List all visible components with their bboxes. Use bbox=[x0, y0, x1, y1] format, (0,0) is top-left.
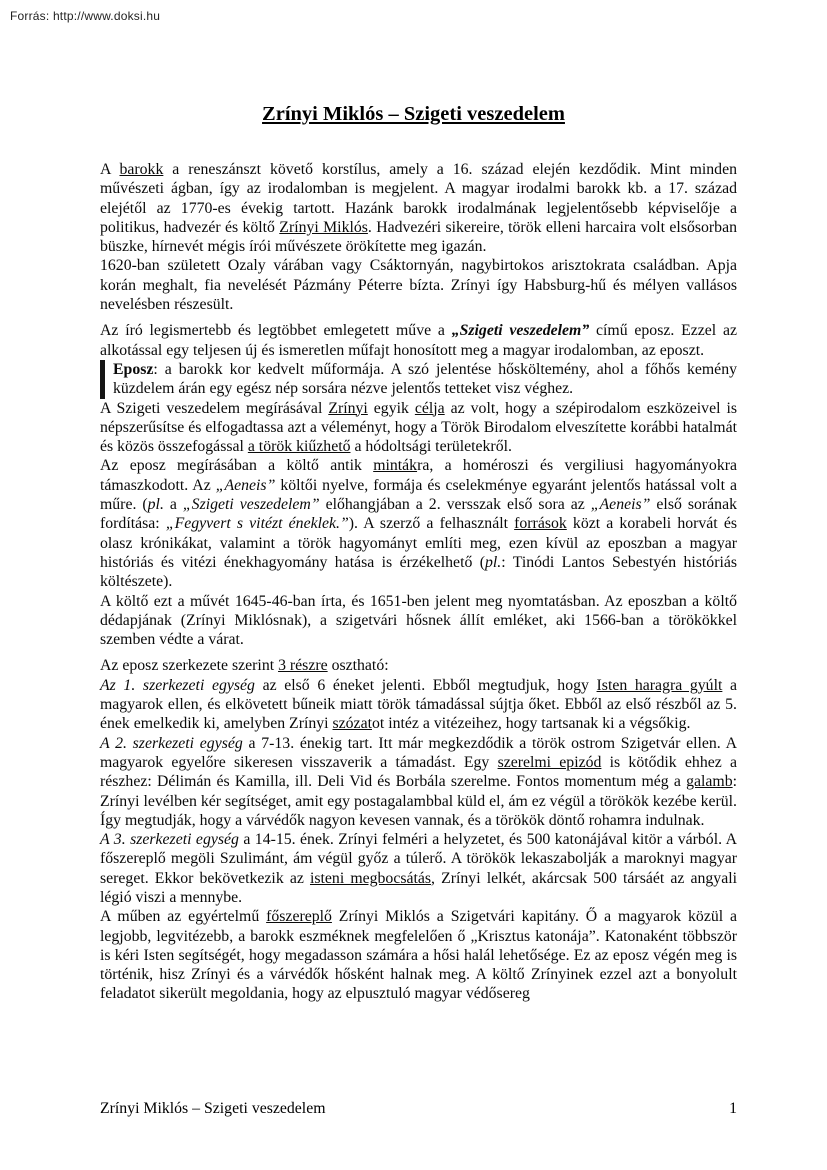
text-run: : Zrínyi levélben kér segítséget, amit egy postagalambbal küld el, ám ez végül a törökök kezébe kerül. Így megtudják, hogy a várvédők nagyon kevesen vannak, és a törökök döntő rohamra indulnak. bbox=[100, 773, 737, 829]
paragraph-mu-bemutatas bbox=[100, 321, 737, 360]
page-title: Zrínyi Miklós – Szigeti veszedelem bbox=[262, 103, 565, 125]
text-run: előhangjában a 2. versszak első sora az bbox=[319, 496, 591, 514]
text-run: egyik bbox=[367, 399, 415, 417]
text-run: Az író legismertebb és legtöbbet emlegetett műve a bbox=[100, 322, 452, 340]
text-run: . Hadvezéri sikereire, török elleni harcaira volt elsősorban büszke, hírnevét mégis írói művészete örökítette meg igazán. bbox=[100, 218, 737, 256]
text-run: a bbox=[163, 496, 183, 514]
text-run: pl. bbox=[147, 496, 164, 514]
paragraph-cel bbox=[100, 399, 737, 457]
text-run: isteni megbocsátás bbox=[309, 869, 432, 887]
text-run: , Zrínyi lelkét, akárcsak 500 társáét az angyali légió viszi a mennybe. bbox=[100, 869, 737, 906]
paragraph-barokk-intro bbox=[100, 160, 737, 256]
text-run: a reneszánszt követő korstílus, amely a 16. század elején kezdődik. Mint minden művészeti ágban, így az irodalomban is megjelent. A magyar irodalmi barokk kb. a 17. század elejétől az 1770-es évekig tartott. Hazánk barokk irodalmának legjelentősebb képviselője a politikus, hadvezér és költő bbox=[100, 161, 737, 236]
text-run: a 14-15. ének. Zrínyi felméri a helyzetet, és 500 katonájával kitör a várból. A főszereplő megöli Szulimánt, ám végül győz a túlerő. A törökök lekaszabolják a maroknyi magyar sereget. Ekkor bekövetkezik az bbox=[100, 831, 738, 887]
text-run: közt a korabeli horvát és olasz krónikákat, valamint a török hagyományt említi meg, ezen kívül az eposzban a magyar históriás és vitézi énekhagyomány hatása is érzékelhető ( bbox=[100, 515, 738, 571]
text-run: Zrínyi bbox=[328, 399, 368, 417]
text-run: első sorának fordítása: bbox=[100, 496, 737, 533]
text-run: A műben az egyértelmű bbox=[100, 908, 267, 926]
text-run: célja bbox=[414, 399, 445, 417]
text-run: A Szigeti veszedelem megírásával bbox=[100, 399, 329, 417]
text-run: A bbox=[100, 161, 120, 178]
text-run: „Szigeti veszedelem” bbox=[451, 322, 590, 340]
document-body bbox=[100, 160, 737, 1004]
text-run: minták bbox=[373, 457, 418, 475]
text-run: az volt, hogy a szépirodalom eszközeivel is népszerűsítse és elfogadtassa azt a véleményt, hogy a Török Birodalom elveszítette korábbi hatalmát és közös összefogással bbox=[100, 399, 737, 456]
text-run: A 2. szerkezeti egység bbox=[100, 734, 243, 752]
text-run: Az 1. szerkezeti egység bbox=[100, 676, 255, 694]
text-run: a magyarok ellen, és elkövetett bűneik miatt török támadással sújtja őket. Ebből az első részből az 5. ének emelkedik ki, amelyben Zrínyi bbox=[100, 676, 738, 733]
text-run: főszereplő bbox=[266, 908, 332, 926]
text-run: : a barokk kor kedvelt műformája. A szó jelentése hősköltemény, ahol a főhős kemény küzdelem árán egy egész nép sorsára nézve jelentős tetteket visz véghez. bbox=[113, 360, 737, 398]
text-run: Az eposz megírásában a költő antik bbox=[100, 457, 374, 475]
paragraph-keletkezes bbox=[100, 592, 737, 650]
paragraph-eletrajz bbox=[100, 256, 737, 314]
paragraph-mintak-forrasok bbox=[100, 456, 737, 591]
text-run: szerelmi epizód bbox=[497, 753, 602, 771]
text-run: „Fegyvert s vitézt éneklek.” bbox=[165, 515, 349, 533]
text-run: Az eposz szerkezete szerint bbox=[100, 657, 279, 675]
text-run: Isten haragra gyúlt bbox=[596, 676, 723, 694]
text-run: : Tinódi Lantos Sebestyén históriás költészete). bbox=[100, 553, 738, 591]
footer bbox=[100, 1100, 737, 1118]
text-run: az első 6 éneket jelenti. Ebből megtudjuk, hogy bbox=[254, 676, 597, 694]
text-run: „Szigeti veszedelem” bbox=[182, 496, 320, 514]
paragraph-eposz-definicio bbox=[100, 360, 737, 399]
footer-title: Zrínyi Miklós – Szigeti veszedelem bbox=[100, 1100, 326, 1117]
text-run: Zrínyi Miklós a Szigetvári kapitány. Ő a magyarok közül a legjobb, legvitézebb, a barokk eszméknek megfelelően ő „Krisztus katonája”. Katonaként többször is kéri Isten segítségét, hogy megadasson számára a hősi halál lehetősége. Ez az eposz végén meg is történik, hisz Zrínyi és a várvédők hősként halnak meg. A költő Zrínyinek ezzel azt a bonyolult feladatot sikerült megoldania, hogy az elpusztuló magyar védősereg bbox=[100, 908, 738, 1003]
text-run: „Aeneis” bbox=[590, 496, 651, 514]
paragraph-foszereplo bbox=[100, 907, 737, 1003]
text-run: „Aeneis” bbox=[215, 476, 276, 494]
text-run: 1620-ban született Ozaly várában vagy Csáktornyán, nagybirtokos arisztokrata családban. Apja korán meghalt, fia nevelését Pázmány Péterre bízta. Zrínyi így Habsburg-hű és mélyen vallásos nevelésben részesült. bbox=[100, 257, 737, 314]
text-run: 3 részre bbox=[278, 657, 328, 675]
text-run: a török kiűzhető bbox=[247, 438, 351, 456]
text-run: Eposz bbox=[113, 360, 154, 378]
text-run: ). A szerző a felhasznált bbox=[348, 515, 515, 533]
text-run: ra, a homéroszi és vergiliusi hagyományokra támaszkodott. Az bbox=[100, 457, 737, 494]
text-run: források bbox=[514, 515, 567, 533]
source-note: Forrás: http://www.doksi.hu bbox=[10, 9, 161, 23]
text-run: osztható: bbox=[327, 657, 389, 675]
text-run: A költő ezt a művét 1645-46-ban írta, és 1651-ben jelent meg nyomtatásban. Az eposzban a költő dédapjának (Zrínyi Miklósnak), a szigetvári hősnek állít emléket, aki 1566-ban a törökökkel szemben védte a várat. bbox=[100, 592, 737, 649]
page-number: 1 bbox=[729, 1100, 737, 1117]
text-run: A 3. szerkezeti egység bbox=[100, 831, 239, 849]
text-run: Zrínyi Miklós bbox=[279, 218, 368, 236]
text-run: pl. bbox=[485, 553, 502, 571]
text-run: barokk bbox=[119, 161, 164, 178]
text-run: a hódoltsági területekről. bbox=[350, 438, 512, 456]
text-run: is kötődik ehhez a részhez: Délimán és Kamilla, ill. Deli Vid és Borbála szerelme. Fontos momentum még a bbox=[100, 753, 737, 791]
text-run: költői nyelve, formája és cselekménye egyaránt jelentős hatással volt a műre. ( bbox=[100, 476, 738, 514]
text-run: galamb bbox=[686, 773, 733, 791]
paragraph-elso-egyseg bbox=[100, 676, 737, 734]
text-run: című eposz. Ezzel az alkotással egy teljesen új és ismeretlen műfajt honosított meg a magyar irodalomban, az eposzt. bbox=[100, 322, 737, 359]
paragraph-masodik-egyseg bbox=[100, 734, 737, 830]
text-run: a 7-13. énekig tart. Itt már megkezdődik a török ostrom Szigetvár ellen. A magyarok egyelőre sikeresen visszaverik a támadást. Egy bbox=[100, 734, 737, 771]
text-run: ot intéz a vitézeihez, hogy tartsanak ki a végsőkig. bbox=[371, 715, 691, 733]
paragraph-szerkezet-cim bbox=[100, 656, 737, 675]
text-run: szózat bbox=[332, 715, 372, 733]
paragraph-harmadik-egyseg bbox=[100, 830, 737, 907]
